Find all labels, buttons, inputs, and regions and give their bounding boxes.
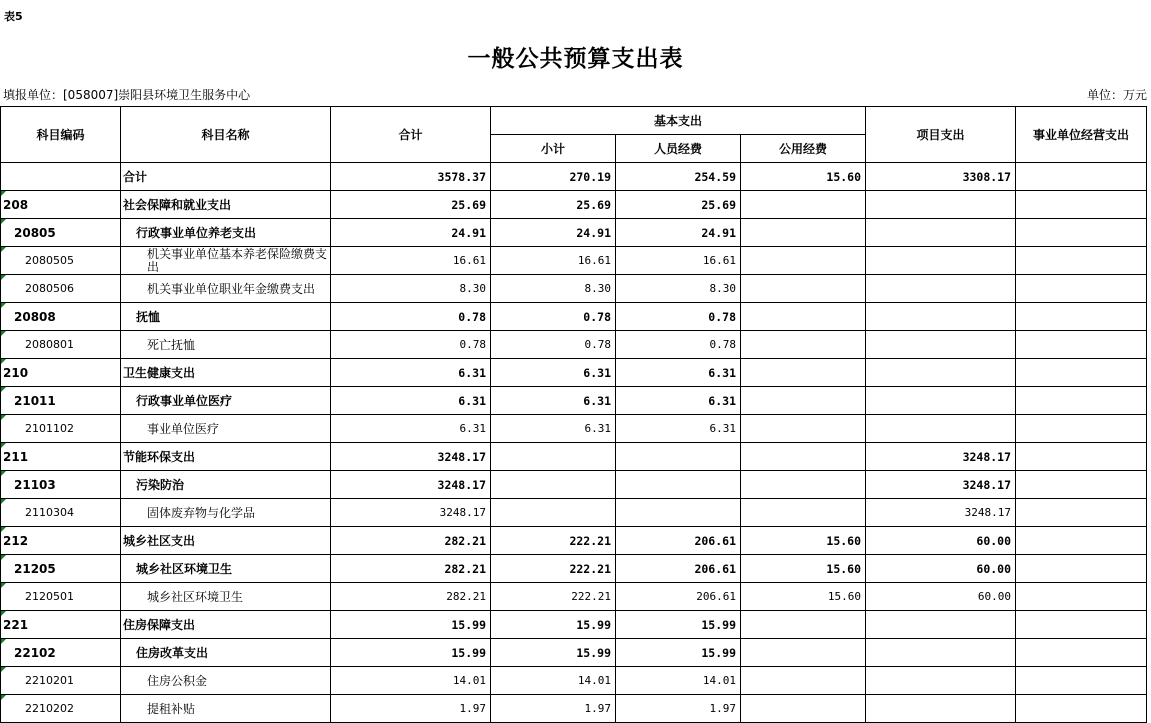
cell-subtotal: 25.69	[491, 191, 616, 219]
cell-code: 2080506	[1, 275, 121, 303]
table-row	[1, 639, 1147, 667]
cell-business	[1016, 639, 1147, 667]
cell-business	[1016, 303, 1147, 331]
cell-total: 282.21	[331, 583, 491, 611]
cell-total: 24.91	[331, 219, 491, 247]
cell-project: 3248.17	[866, 499, 1016, 527]
header-personnel: 人员经费	[616, 135, 741, 163]
cell-name: 污染防治	[121, 471, 331, 499]
cell-public: 15.60	[741, 583, 866, 611]
cell-code: 2080801	[1, 331, 121, 359]
cell-public	[741, 387, 866, 415]
cell-personnel: 8.30	[616, 275, 741, 303]
cell-business	[1016, 555, 1147, 583]
cell-public	[741, 331, 866, 359]
cell-public	[741, 611, 866, 639]
cell-business	[1016, 471, 1147, 499]
currency-unit: 单位：万元	[1086, 88, 1147, 102]
cell-subtotal: 222.21	[491, 583, 616, 611]
cell-total: 25.69	[331, 191, 491, 219]
page-title: 一般公共预算支出表	[467, 45, 684, 72]
cell-name: 城乡社区支出	[121, 527, 331, 555]
cell-name: 行政事业单位医疗	[121, 387, 331, 415]
cell-business	[1016, 247, 1147, 275]
cell-code: 21205	[1, 555, 121, 583]
cell-subtotal: 16.61	[491, 247, 616, 275]
table-row	[1, 555, 1147, 583]
cell-total: 3248.17	[331, 443, 491, 471]
table-row	[1, 387, 1147, 415]
header-code: 科目编码	[1, 107, 121, 163]
header-name: 科目名称	[121, 107, 331, 163]
cell-name: 住房改革支出	[121, 639, 331, 667]
cell-code: 212	[1, 527, 121, 555]
cell-total: 6.31	[331, 359, 491, 387]
table-row	[1, 583, 1147, 611]
table-row	[1, 471, 1147, 499]
expenditure-table	[0, 106, 1147, 723]
cell-business	[1016, 163, 1147, 191]
cell-code: 2210202	[1, 695, 121, 723]
cell-total: 0.78	[331, 331, 491, 359]
cell-public	[741, 499, 866, 527]
cell-total: 6.31	[331, 387, 491, 415]
cell-name: 节能环保支出	[121, 443, 331, 471]
table-row	[1, 359, 1147, 387]
cell-business	[1016, 499, 1147, 527]
cell-subtotal: 6.31	[491, 415, 616, 443]
cell-personnel: 15.99	[616, 639, 741, 667]
cell-code: 211	[1, 443, 121, 471]
header-subtotal: 小计	[491, 135, 616, 163]
cell-total: 16.61	[331, 247, 491, 275]
cell-project: 3248.17	[866, 471, 1016, 499]
cell-code: 2080505	[1, 247, 121, 275]
cell-code: 22102	[1, 639, 121, 667]
cell-subtotal: 0.78	[491, 331, 616, 359]
table-row	[1, 415, 1147, 443]
cell-subtotal: 15.99	[491, 639, 616, 667]
cell-public	[741, 247, 866, 275]
cell-code: 2110304	[1, 499, 121, 527]
cell-personnel	[616, 499, 741, 527]
cell-personnel: 16.61	[616, 247, 741, 275]
cell-code: 21011	[1, 387, 121, 415]
cell-code	[1, 163, 121, 191]
cell-subtotal: 0.78	[491, 303, 616, 331]
cell-business	[1016, 387, 1147, 415]
cell-project	[866, 331, 1016, 359]
cell-personnel: 206.61	[616, 555, 741, 583]
table-row	[1, 191, 1147, 219]
cell-personnel: 1.97	[616, 695, 741, 723]
cell-project: 60.00	[866, 583, 1016, 611]
cell-public	[741, 415, 866, 443]
table-row	[1, 219, 1147, 247]
cell-project	[866, 695, 1016, 723]
cell-name: 事业单位医疗	[121, 415, 331, 443]
cell-personnel: 14.01	[616, 667, 741, 695]
table-row	[1, 275, 1147, 303]
cell-name: 合计	[121, 163, 331, 191]
cell-business	[1016, 611, 1147, 639]
cell-name: 住房公积金	[121, 667, 331, 695]
header-business: 事业单位经营支出	[1016, 107, 1147, 163]
cell-business	[1016, 359, 1147, 387]
cell-business	[1016, 275, 1147, 303]
cell-business	[1016, 331, 1147, 359]
cell-code: 221	[1, 611, 121, 639]
cell-total: 15.99	[331, 639, 491, 667]
cell-name: 城乡社区环境卫生	[121, 555, 331, 583]
cell-total: 1.97	[331, 695, 491, 723]
cell-subtotal	[491, 443, 616, 471]
cell-personnel: 6.31	[616, 387, 741, 415]
cell-total: 3248.17	[331, 499, 491, 527]
cell-name: 机关事业单位职业年金缴费支出	[121, 275, 331, 303]
table-row	[1, 443, 1147, 471]
cell-business	[1016, 443, 1147, 471]
cell-business	[1016, 191, 1147, 219]
cell-business	[1016, 695, 1147, 723]
cell-personnel	[616, 443, 741, 471]
header-total: 合计	[331, 107, 491, 163]
cell-personnel: 25.69	[616, 191, 741, 219]
cell-project: 3248.17	[866, 443, 1016, 471]
cell-project	[866, 415, 1016, 443]
table-row	[1, 247, 1147, 275]
cell-subtotal: 6.31	[491, 387, 616, 415]
cell-personnel: 24.91	[616, 219, 741, 247]
cell-subtotal: 1.97	[491, 695, 616, 723]
cell-project	[866, 303, 1016, 331]
cell-project	[866, 611, 1016, 639]
cell-public	[741, 667, 866, 695]
header-project: 项目支出	[866, 107, 1016, 163]
cell-business	[1016, 583, 1147, 611]
cell-code: 2120501	[1, 583, 121, 611]
cell-personnel: 15.99	[616, 611, 741, 639]
cell-personnel: 6.31	[616, 359, 741, 387]
header-public: 公用经费	[741, 135, 866, 163]
cell-name: 行政事业单位养老支出	[121, 219, 331, 247]
cell-personnel: 206.61	[616, 527, 741, 555]
cell-subtotal: 8.30	[491, 275, 616, 303]
cell-subtotal: 222.21	[491, 555, 616, 583]
cell-code: 21103	[1, 471, 121, 499]
cell-total: 14.01	[331, 667, 491, 695]
cell-project	[866, 667, 1016, 695]
cell-public	[741, 639, 866, 667]
cell-total: 15.99	[331, 611, 491, 639]
table-row	[1, 499, 1147, 527]
cell-total: 0.78	[331, 303, 491, 331]
cell-personnel: 0.78	[616, 331, 741, 359]
cell-personnel: 0.78	[616, 303, 741, 331]
cell-code: 210	[1, 359, 121, 387]
cell-project	[866, 359, 1016, 387]
cell-total: 3578.37	[331, 163, 491, 191]
cell-project: 60.00	[866, 527, 1016, 555]
cell-public	[741, 695, 866, 723]
cell-public	[741, 471, 866, 499]
cell-personnel	[616, 471, 741, 499]
cell-subtotal	[491, 499, 616, 527]
cell-total: 8.30	[331, 275, 491, 303]
cell-name: 城乡社区环境卫生	[121, 583, 331, 611]
cell-public	[741, 359, 866, 387]
cell-total: 6.31	[331, 415, 491, 443]
cell-public	[741, 191, 866, 219]
cell-subtotal	[491, 471, 616, 499]
cell-name: 提租补贴	[121, 695, 331, 723]
cell-name: 住房保障支出	[121, 611, 331, 639]
cell-public	[741, 275, 866, 303]
table-row	[1, 163, 1147, 191]
cell-project	[866, 247, 1016, 275]
reporting-unit: 填报单位：[058007]崇阳县环境卫生服务中心	[3, 88, 251, 102]
cell-public: 15.60	[741, 163, 866, 191]
cell-business	[1016, 415, 1147, 443]
cell-project: 3308.17	[866, 163, 1016, 191]
cell-project	[866, 219, 1016, 247]
cell-subtotal: 222.21	[491, 527, 616, 555]
table-row	[1, 695, 1147, 723]
cell-personnel: 254.59	[616, 163, 741, 191]
cell-subtotal: 15.99	[491, 611, 616, 639]
cell-public	[741, 443, 866, 471]
cell-code: 2210201	[1, 667, 121, 695]
cell-subtotal: 14.01	[491, 667, 616, 695]
cell-project: 60.00	[866, 555, 1016, 583]
cell-total: 282.21	[331, 555, 491, 583]
table-row	[1, 667, 1147, 695]
cell-code: 20808	[1, 303, 121, 331]
table-row	[1, 527, 1147, 555]
cell-name: 抚恤	[121, 303, 331, 331]
cell-name: 卫生健康支出	[121, 359, 331, 387]
cell-personnel: 206.61	[616, 583, 741, 611]
cell-business	[1016, 219, 1147, 247]
cell-total: 3248.17	[331, 471, 491, 499]
cell-business	[1016, 667, 1147, 695]
cell-public: 15.60	[741, 527, 866, 555]
cell-code: 2101102	[1, 415, 121, 443]
cell-name: 社会保障和就业支出	[121, 191, 331, 219]
table-row	[1, 303, 1147, 331]
cell-project	[866, 275, 1016, 303]
cell-project	[866, 387, 1016, 415]
cell-subtotal: 270.19	[491, 163, 616, 191]
cell-public	[741, 219, 866, 247]
cell-personnel: 6.31	[616, 415, 741, 443]
cell-project	[866, 191, 1016, 219]
cell-project	[866, 639, 1016, 667]
cell-public	[741, 303, 866, 331]
cell-code: 20805	[1, 219, 121, 247]
table-row	[1, 331, 1147, 359]
cell-name: 机关事业单位基本养老保险缴费支出	[121, 247, 331, 275]
cell-subtotal: 24.91	[491, 219, 616, 247]
cell-total: 282.21	[331, 527, 491, 555]
cell-public: 15.60	[741, 555, 866, 583]
table-row	[1, 611, 1147, 639]
header-basic: 基本支出	[491, 107, 866, 135]
cell-code: 208	[1, 191, 121, 219]
cell-subtotal: 6.31	[491, 359, 616, 387]
table-number: 表5	[4, 10, 23, 23]
cell-name: 固体废弃物与化学品	[121, 499, 331, 527]
cell-name: 死亡抚恤	[121, 331, 331, 359]
cell-business	[1016, 527, 1147, 555]
